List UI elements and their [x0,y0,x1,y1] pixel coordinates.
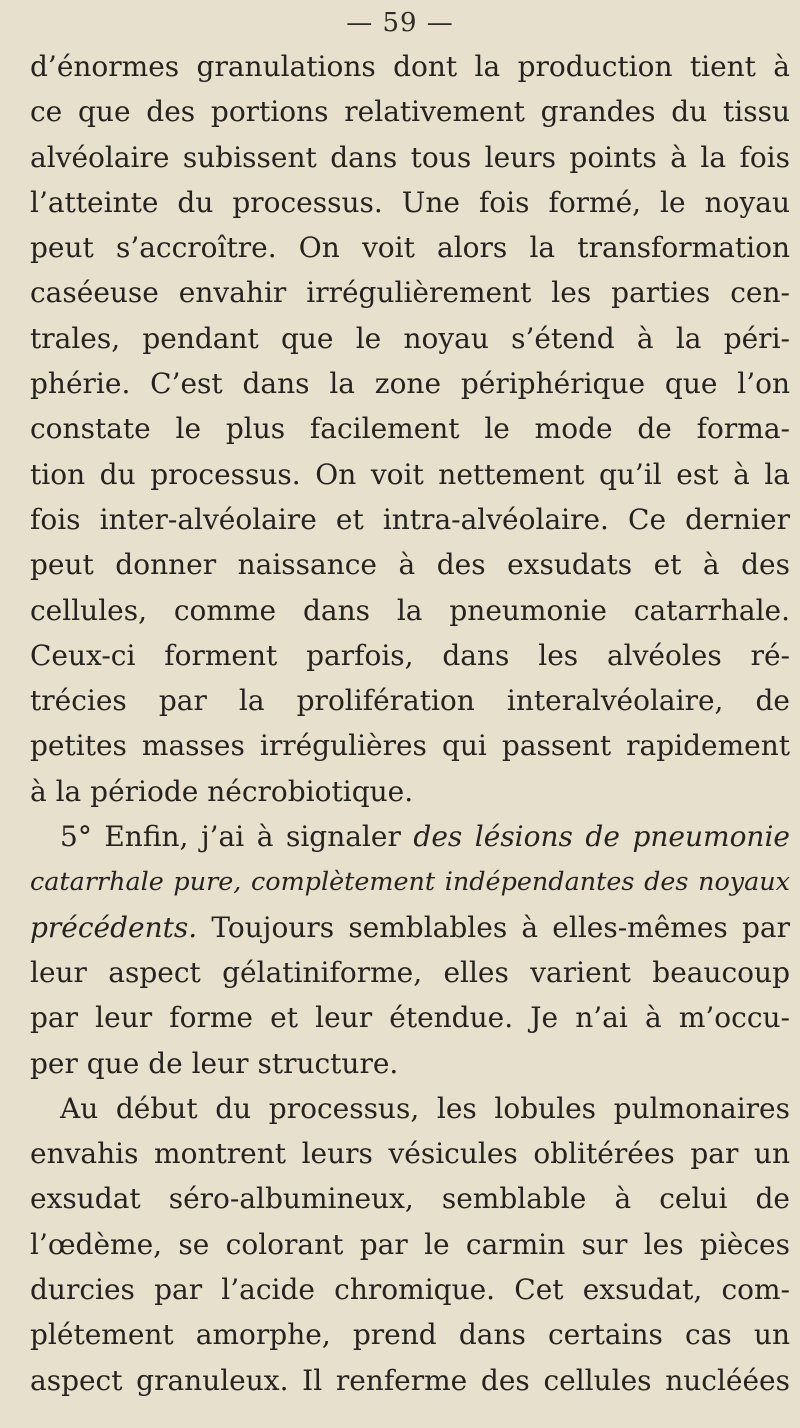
text-line: tion du processus. On voit nettement qu’il est à la [30,457,790,491]
text-line: à la période nécrobiotique. [30,774,414,808]
text-line: phérie. C’est dans la zone périphérique que l’on [30,367,790,401]
text-line: caséeuse envahir irrégulièrement les parties cen- [30,276,790,310]
body-text [30,44,790,1403]
text-line: peut s’accroître. On voit alors la transformation [30,231,790,265]
text-line: trécies par la prolifération interalvéolaire, de [30,684,790,718]
text-line: l’œdème, se colorant par le carmin sur les pièces [30,1227,790,1261]
text-line: ce que des portions relativement grandes du tissu [30,95,790,129]
text-line: cellules, comme dans la pneumonie catarrhale. [30,593,790,627]
text-line [30,905,790,950]
text-italic: précédents. [30,910,198,944]
text-line: aspect granuleux. Il renferme des cellules nucléées [30,1363,790,1397]
text-line: alvéolaire subissent dans tous leurs points à la fois [30,140,790,174]
text-line [30,859,790,904]
text-line [30,814,790,859]
text-line: d’énormes granulations dont la production tient à [30,50,790,83]
text-line: Ceux-ci forment parfois, dans les alvéoles ré- [30,638,790,672]
text-line: peut donner naissance à des exsudats et à des [30,548,790,582]
text-line: trales, pendant que le noyau s’étend à la péri- [30,321,790,355]
text-plain: 5° Enfin, j’ai à signaler [60,820,414,854]
text-line: per que de leur structure. [30,1046,399,1080]
text-line: fois inter-alvéolaire et intra-alvéolaire. Ce dernier [30,502,790,536]
text-line: petites masses irrégulières qui passent rapidement [30,729,790,763]
text-line: constate le plus facilement le mode de forma- [30,412,790,446]
text-line: par leur forme et leur étendue. Je n’ai à m’occu- [30,1001,790,1035]
text-italic: des lésions de pneumonie [413,820,790,854]
text-line: leur aspect gélatiniforme, elles varient beaucoup [30,955,790,989]
text-line: l’atteinte du processus. Une fois formé, le noyau [30,185,790,219]
text-line: envahis montrent leurs vésicules oblitérées par un [30,1137,790,1171]
text-line: plétement amorphe, prend dans certains cas un [30,1318,790,1352]
text-line: Au début du processus, les lobules pulmonaires [60,1091,790,1125]
text-plain: Toujours semblables à elles-mêmes par [197,910,790,944]
text-line: exsudat séro-albumineux, semblable à celui de [30,1182,790,1216]
text-line: durcies par l’acide chromique. Cet exsudat, com- [30,1273,790,1307]
text-italic: catarrhale pure, complètement indépendantes des noyaux [30,866,790,897]
page-number: — 59 — [346,8,454,38]
